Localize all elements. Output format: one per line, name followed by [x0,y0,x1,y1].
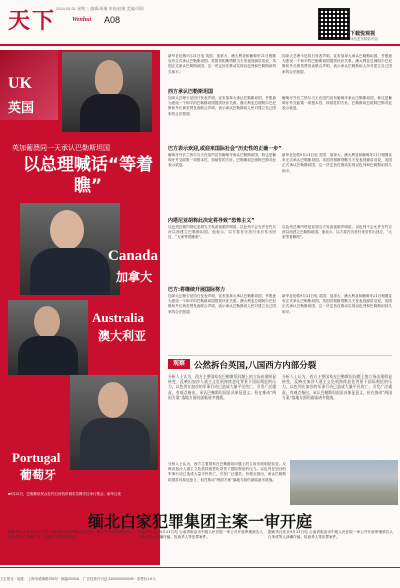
portugal-leader-face [98,382,128,418]
article-body-4b: 新华社伦敦9月21日电 英国、加拿大、澳大利亚和葡萄牙21日相继宣布正式承认巴勒斯坦国。英国首相斯塔默当天发表视频讲话说，英国正式承认巴勒斯坦国，这一决定旨在推动实现以色列和巴勒斯坦持久和平。 [282,294,392,314]
page-header [0,0,400,50]
bottom-headline: 缅北白家犯罪集团主案一审开庭 [87,512,312,531]
bottom-body-3: 据新华社北京9月21日电 云南省临沧市中级人民法院一审公开开庭审理被告人白所成等人涉嫌诈骗、故意杀人等犯罪案件。 [268,530,393,540]
canada-leader-suit [30,248,110,295]
article-intro: 新华社伦敦9月21日电 英国、加拿大、澳大利亚和葡萄牙21日相继宣布正式承认巴勒斯坦国。英国首相斯塔默当天发表视频讲话说，英国正式承认巴勒斯坦国，这一决定旨在推动实现以色列和巴勒斯坦持久和平。 [168,54,276,74]
article-subhead-3: 内塔尼亚胡称此决定将导致“恐怖主义” [168,218,255,224]
canada-label-en: Canada [108,248,159,264]
article-subhead-4: 巴方:将继续开展国际努力 [168,287,226,293]
australia-leader-face [34,306,60,338]
qr-code-icon [318,8,350,40]
commentary-body-2: 分析人士认为，西方主要国家在巴勒斯坦问题上的立场出现明显转变，反映出加沙人道主义危机持续恶化背景下国际舆论的压力。以色列在加沙的军事行动已造成大量平民伤亡，引发广泛谴责。有观点指出，承认巴勒斯坦国虽具象征意义，但在推动“两国方案”落地方面仍面临诸多挑战。 [282,374,392,400]
commentary-body-3: 分析人士认为，西方主要国家在巴勒斯坦问题上的立场出现明显转变，反映出加沙人道主义危机持续恶化背景下国际舆论的压力。以色列在加沙的军事行动已造成大量平民伤亡，引发广泛谴责。有观点指出，承认巴勒斯坦国虽具象征意义，但在推动“两国方案”落地方面仍面临诸多挑战。 [168,462,286,482]
app-download-sub: 体验更多精彩内容 [350,37,378,41]
uk-label-cn: 英国 [8,101,35,116]
canada-leader-face [50,210,84,250]
commentary-tag: 观察 [168,359,190,369]
section-title: 天下 [8,8,57,33]
portugal-leader-suit [80,418,150,470]
australia-label-cn: 澳大利亚 [98,329,147,343]
canada-label-cn: 加拿大 [116,270,153,284]
article-body-3b: 以色列总理内塔尼亚胡当天发表视频声明说，以色列不会允许在约旦河以西建立巴勒斯坦国。他表示，以方将在访美归来后作出回应，“大家等着瞧吧”。 [282,225,392,240]
article-body-4: 加拿大总理卡尼同日发表声明，宣布加拿大承认巴勒斯坦国，并愿意为建设一个和平的巴勒斯坦国提供伙伴关系。澳大利亚总理阿尔巴尼斯和外长黄英贤发表联合声明，表示承认巴勒斯坦人民对建立自己国家的合法愿望。 [168,294,276,314]
photo-caption: ■9月21日，巴勒斯坦民众在约旦河西岸城市拉姆安拉举行集会。新华社发 [8,492,121,496]
article-body-2b: 新华社伦敦9月21日电 英国、加拿大、澳大利亚和葡萄牙21日相继宣布正式承认巴勒斯坦国。英国首相斯塔默当天发表视频讲话说，英国正式承认巴勒斯坦国，这一决定旨在推动实现以色列和巴勒斯坦持久和平。 [282,153,392,173]
headline-kicker: 英加葡澳同一天承认巴勒斯坦国 [12,144,110,152]
page-footer: 文汇报社 · 地址：上海市威海路755号 · 邮编200041 · 广告经营许可证 3100000000009 · 零售价1.5元 [0,577,156,581]
article-body-1: 加拿大总理卡尼同日发表声明，宣布加拿大承认巴勒斯坦国，并愿意为建设一个和平的巴勒斯坦国提供伙伴关系。澳大利亚总理阿尔巴尼斯和外长黄英贤发表联合声明，表示承认巴勒斯坦人民对建立自己国家的合法愿望。 [168,96,276,116]
article-body-1b: 葡萄牙外长兰热尔当天在纽约宣布葡萄牙承认巴勒斯坦国，称这是葡萄牙外交政策一项根本性、持续性的方针。巴勒斯坦总统阿巴斯对此表示欢迎。 [282,96,392,111]
paper-name: Wenhui [72,17,92,23]
page-number: A08 [104,15,121,25]
section-divider [168,355,392,356]
main-headline: 以总理喊话“等着瞧” [22,155,154,196]
masthead-info: 2024.05.01 星期三 编辑/周瑾 审校/赵敏 美编/刘莉 [56,6,144,11]
article-body-2: 葡萄牙外长兰热尔当天在纽约宣布葡萄牙承认巴勒斯坦国，称这是葡萄牙外交政策一项根本性、持续性的方针。巴勒斯坦总统阿巴斯对此表示欢迎。 [168,153,276,168]
footer-rule [0,567,400,568]
commentary-title: 公然拆台英国,八国西方内部分裂 [194,361,317,371]
bottom-body-2: 据新华社北京9月21日电 云南省临沧市中级人民法院一审公开开庭审理被告人白所成等人涉嫌诈骗、故意杀人等犯罪案件。 [138,530,263,540]
article-subhead-1: 西方承认巴勒斯坦国 [168,89,214,95]
header-rule [0,44,400,46]
uk-leader-face [95,60,123,96]
portugal-label-cn: 葡萄牙 [20,468,57,482]
commentary-body-1: 分析人士认为，西方主要国家在巴勒斯坦问题上的立场出现明显转变，反映出加沙人道主义危机持续恶化背景下国际舆论的压力。以色列在加沙的军事行动已造成大量平民伤亡，引发广泛谴责。有观点指出，承认巴勒斯坦国虽具象征意义，但在推动“两国方案”落地方面仍面临诸多挑战。 [168,374,276,400]
bottom-body-1: 据新华社北京9月21日电 云南省临沧市中级人民法院一审公开开庭审理被告人白所成等人涉嫌诈骗、故意杀人等犯罪案件。 [8,530,133,540]
app-download-label: 下载悦观视 [350,31,376,37]
article-body-3: 以色列总理内塔尼亚胡当天发表视频声明说，以色列不会允许在约旦河以西建立巴勒斯坦国。他表示，以方将在访美归来后作出回应，“大家等着瞧吧”。 [168,225,276,240]
uk-leader-suit [80,94,140,132]
city-photo [290,460,398,505]
australia-label-en: Australia [92,310,144,325]
article-intro-2: 加拿大总理卡尼同日发表声明，宣布加拿大承认巴勒斯坦国，并愿意为建设一个和平的巴勒斯坦国提供伙伴关系。澳大利亚总理阿尔巴尼斯和外长黄英贤发表联合声明，表示承认巴勒斯坦人民对建立自己国家的合法愿望。 [282,54,392,74]
uk-label-en: UK [8,75,32,92]
portugal-label-en: Portugal [12,450,61,465]
article-subhead-2: 巴方表示欢迎,或迎来国际社会“历史性的正确一步” [168,146,282,152]
australia-leader-suit [18,336,78,375]
